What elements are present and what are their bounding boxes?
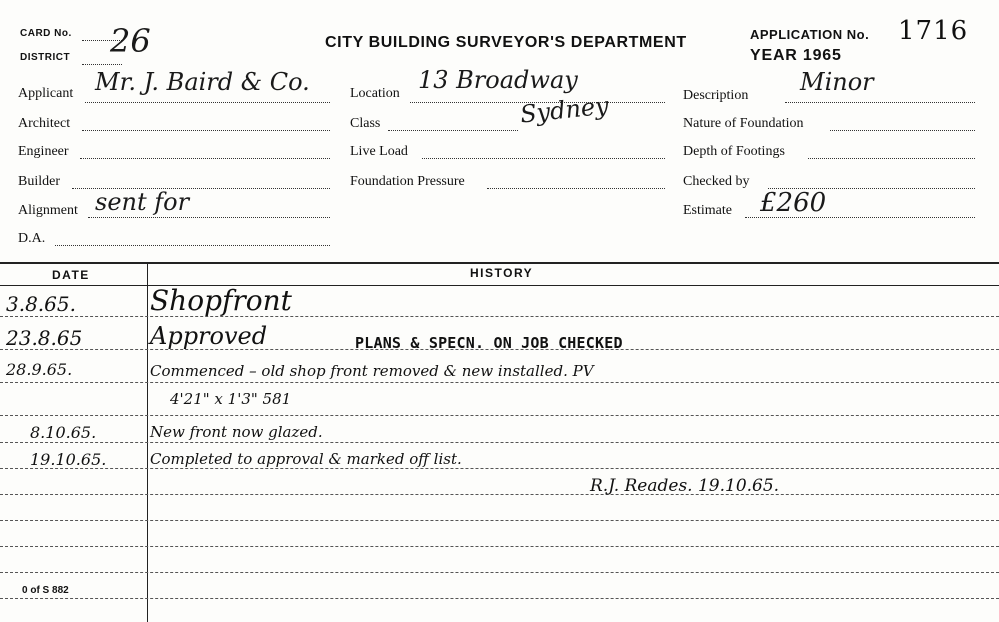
description-line bbox=[785, 102, 975, 103]
signature: R.J. Reades. 19.10.65. bbox=[590, 476, 780, 496]
depth-of-footings-line bbox=[808, 158, 975, 159]
architect-label: Architect bbox=[18, 116, 71, 131]
row-line bbox=[0, 442, 999, 443]
application-number: 1716 bbox=[898, 16, 969, 46]
applicant-label: Applicant bbox=[18, 86, 74, 101]
row-line bbox=[0, 598, 999, 599]
foundation-pressure-line bbox=[487, 188, 665, 189]
history-date: 3.8.65. bbox=[6, 292, 76, 316]
applicant-line bbox=[85, 102, 330, 103]
district-label: DISTRICT bbox=[20, 52, 71, 63]
estimate-value: £260 bbox=[760, 188, 827, 218]
engineer-line bbox=[80, 158, 330, 159]
builder-label: Builder bbox=[18, 174, 60, 189]
class-label: Class bbox=[350, 116, 381, 131]
history-date: 23.8.65 bbox=[6, 326, 83, 350]
checked-stamp: PLANS & SPECN. ON JOB CHECKED bbox=[355, 334, 623, 352]
location-label: Location bbox=[350, 86, 400, 101]
year-label: YEAR 1965 bbox=[750, 47, 842, 64]
location-value: 13 Broadway bbox=[418, 66, 578, 94]
table-top-border bbox=[0, 262, 999, 264]
date-header: DATE bbox=[52, 268, 90, 282]
history-header: HISTORY bbox=[470, 266, 534, 280]
history-entry: Completed to approval & marked off list. bbox=[150, 450, 462, 468]
alignment-value: sent for bbox=[95, 188, 190, 216]
live-load-line bbox=[422, 158, 665, 159]
location-value-2: Sydney bbox=[518, 91, 610, 129]
history-entry: Approved bbox=[150, 322, 268, 350]
form-code: 0 of S 882 bbox=[22, 585, 69, 596]
architect-line bbox=[82, 130, 330, 131]
district-value: 26 bbox=[110, 22, 151, 60]
row-line bbox=[0, 382, 999, 383]
description-label: Description bbox=[683, 88, 749, 103]
class-line bbox=[388, 130, 518, 131]
live-load-label: Live Load bbox=[350, 144, 408, 159]
da-label: D.A. bbox=[18, 231, 46, 246]
row-line bbox=[0, 415, 999, 416]
history-date: 8.10.65. bbox=[30, 423, 97, 442]
history-date: 28.9.65. bbox=[6, 360, 73, 379]
estimate-label: Estimate bbox=[683, 203, 732, 218]
engineer-label: Engineer bbox=[18, 144, 69, 159]
foundation-pressure-label: Foundation Pressure bbox=[350, 174, 465, 189]
history-date: 19.10.65. bbox=[30, 450, 107, 469]
history-entry: 4'21" x 1'3" 581 bbox=[170, 390, 292, 408]
department-title: CITY BUILDING SURVEYOR'S DEPARTMENT bbox=[325, 34, 687, 51]
card-no-label: CARD No. bbox=[20, 28, 72, 39]
row-line bbox=[0, 546, 999, 547]
history-entry: New front now glazed. bbox=[150, 423, 323, 441]
row-line bbox=[0, 494, 999, 495]
history-entry: Commenced – old shop front removed & new installed. PV bbox=[150, 362, 594, 380]
application-no-label: APPLICATION No. bbox=[750, 27, 870, 42]
row-line bbox=[0, 572, 999, 573]
da-line bbox=[55, 245, 330, 246]
alignment-label: Alignment bbox=[18, 203, 78, 218]
depth-of-footings-label: Depth of Footings bbox=[683, 144, 785, 159]
history-entry: Shopfront bbox=[150, 284, 292, 317]
nature-of-foundation-label: Nature of Foundation bbox=[683, 116, 804, 131]
applicant-value: Mr. J. Baird & Co. bbox=[95, 68, 310, 96]
alignment-line bbox=[88, 217, 330, 218]
nature-of-foundation-line bbox=[830, 130, 975, 131]
checked-by-label: Checked by bbox=[683, 174, 750, 189]
description-value: Minor bbox=[800, 68, 874, 96]
row-line bbox=[0, 520, 999, 521]
district-line bbox=[82, 64, 122, 65]
